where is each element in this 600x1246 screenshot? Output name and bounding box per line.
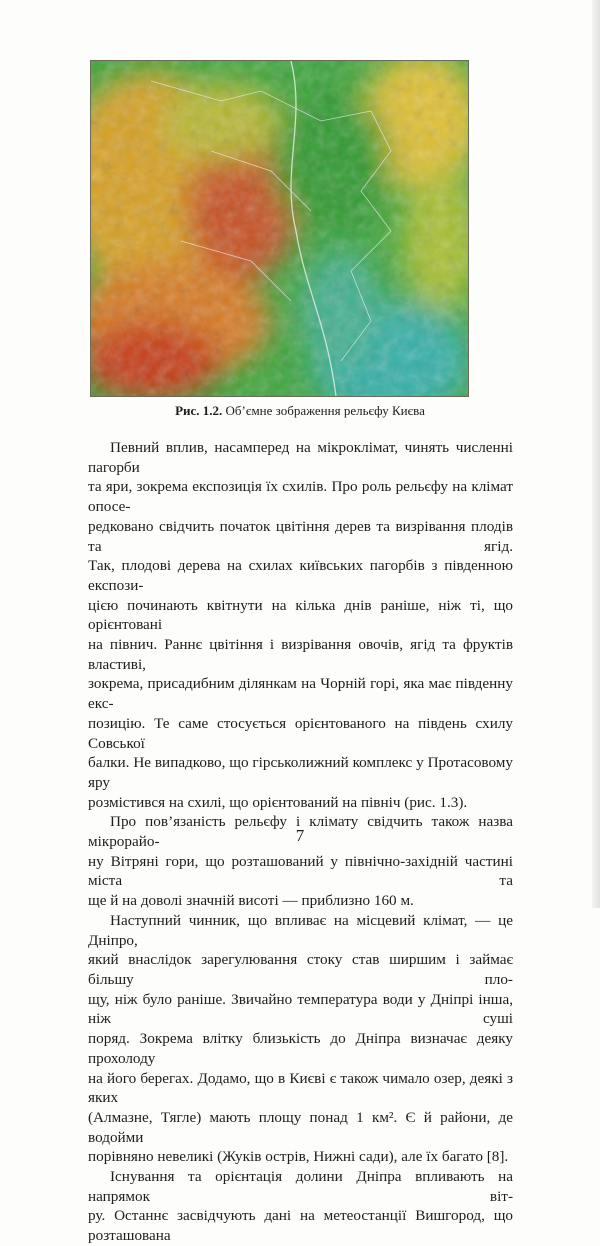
figure-caption — [0, 403, 600, 419]
text-line: порівняно невеликі (Жуків острів, Нижні сади), але їх багато [8]. — [88, 1148, 509, 1166]
text-line: ну Вітряні гори, що розташований у північно-західній частині міста та — [88, 852, 513, 890]
text-line: Про пов’язаність рельєфу і клімату свідчить також назва мікрорайо- — [88, 813, 513, 851]
page-number: 7 — [295, 826, 305, 845]
text-line: Певний вплив, насамперед на мікроклімат, чинять численні пагорби — [88, 439, 513, 476]
relief-map-image — [91, 61, 468, 396]
figure-caption-text: Об’ємне зображення рельєфу Києва — [222, 403, 425, 418]
text-line: на його берегах. Додамо, що в Києві є також чимало озер, деякі з яких — [88, 1069, 513, 1107]
text-line: ру. Останнє засвідчують дані на метеостанції Вишгород, що розташована — [88, 1207, 513, 1245]
text-line: поряд. Зокрема влітку близькість до Дніпра визначає деяку прохолоду — [88, 1030, 513, 1067]
text-line: розмістився на схилі, що орієнтований на північ (рис. 1.3). — [88, 793, 468, 811]
text-line: на півнич. Раннє цвітіння і визрівання овочів, ягід та фруктів властиві, — [88, 636, 513, 673]
page-edge — [592, 0, 600, 908]
figure-label: Рис. 1.2. — [175, 403, 223, 418]
text-line: та яри, зокрема експозиція їх схилів. Про роль рельєфу на клімат опосе- — [88, 478, 513, 516]
text-line: цією починають квітнути на кілька днів раніше, ніж ті, що орієнтовані — [88, 596, 513, 634]
text-line: Наступний чинник, що впливає на місцевий клімат, — це Дніпро, — [88, 911, 513, 949]
text-line: ще й на доволі значній висоті — приблизно 160 м. — [88, 892, 414, 910]
text-line: який внаслідок зарегулювання стоку став ширшим і займає більшу пло- — [88, 951, 513, 988]
text-line: редковано свідчить початок цвітіння дерев та визрівання плодів та ягід. — [88, 517, 513, 555]
text-line: Так, плодові дерева на схилах київських пагорбів з південною експози- — [88, 557, 513, 594]
relief-map-figure — [90, 60, 469, 397]
text-line: (Алмазне, Тягле) мають площу понад 1 км². Є й райони, де водойми — [88, 1108, 513, 1146]
text-line: щу, ніж було раніше. Звичайно температура води у Дніпрі інша, ніж суші — [88, 990, 513, 1028]
text-line: Існування та орієнтація долини Дніпра впливають на напрямок віт- — [88, 1168, 513, 1205]
text-line: позицію. Те саме стосується орієнтованого на південь схилу Совської — [88, 714, 513, 752]
text-line: зокрема, присадибним ділянкам на Чорній горі, яка має південну екс- — [88, 675, 513, 713]
text-line: балки. Не випадково, що гірськолижний комплекс у Протасовому яру — [88, 754, 513, 791]
